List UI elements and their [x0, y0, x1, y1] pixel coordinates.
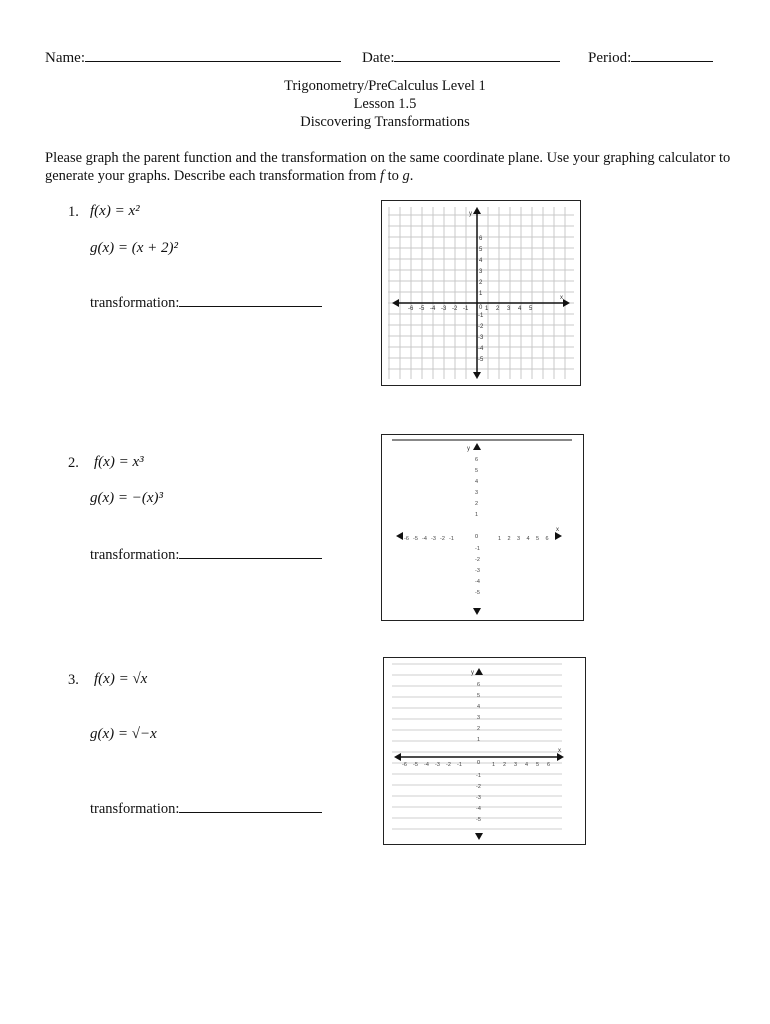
graph-1-frame [381, 200, 581, 386]
x-tick-label: -1 [449, 536, 454, 542]
y-tick-label: 1 [477, 737, 481, 743]
y-tick-label: 4 [477, 704, 481, 710]
x-tick-label: 4 [518, 306, 522, 312]
course-title: Trigonometry/PreCalculus Level 1 [284, 78, 486, 94]
y-axis-label: y [469, 211, 472, 217]
problem-1-answer-blank[interactable] [179, 292, 322, 307]
graph-1-coordinate-plane[interactable] [382, 201, 580, 385]
x-tick-label: 5 [529, 306, 533, 312]
problem-3-g: g(x) = √−x [90, 726, 157, 742]
x-tick-label: 3 [514, 762, 518, 768]
y-tick-label: 3 [475, 490, 479, 496]
x-tick-label: -6 [402, 762, 407, 768]
x-tick-label: 6 [545, 536, 549, 542]
y-tick-label: -4 [475, 579, 480, 585]
y-axis-top-arrow [473, 207, 481, 214]
y-tick-label: 6 [477, 682, 481, 688]
y-axis-bottom-arrow [473, 608, 481, 615]
y-tick-label: -1 [476, 773, 481, 779]
y-tick-label: 2 [477, 726, 481, 732]
y-tick-label: -2 [478, 324, 484, 330]
y-axis-bottom-arrow [473, 372, 481, 379]
x-tick-label: -4 [422, 536, 427, 542]
problem-3-transformation[interactable]: transformation: [90, 798, 322, 818]
x-tick-label: -5 [413, 762, 418, 768]
problem-2-transformation[interactable]: transformation: [90, 544, 322, 564]
date-field[interactable] [362, 47, 560, 67]
y-tick-label: -2 [476, 784, 481, 790]
period-blank[interactable] [631, 47, 713, 62]
x-axis-right-arrow [557, 753, 564, 761]
y-tick-label: -3 [475, 568, 480, 574]
graph-3-coordinate-plane[interactable] [384, 658, 585, 844]
x-tick-label: 2 [507, 536, 511, 542]
problem-1-g: g(x) = (x + 2)² [90, 240, 179, 256]
problem-3-f: f(x) = √x [94, 671, 148, 687]
problem-2-g: g(x) = −(x)³ [90, 490, 164, 506]
y-tick-label: 4 [479, 258, 483, 264]
y-tick-label: 6 [479, 236, 483, 242]
y-axis-label: y [467, 446, 470, 452]
y-tick-label: 4 [475, 479, 479, 485]
y-tick-label: 3 [479, 269, 483, 275]
x-tick-label: 5 [536, 762, 540, 768]
x-axis-right-arrow [563, 299, 570, 307]
x-tick-label: -1 [457, 762, 462, 768]
x-axis-right-arrow [555, 532, 562, 540]
origin-label: 0 [479, 305, 483, 311]
y-tick-label: 5 [475, 468, 479, 474]
y-tick-label: 2 [475, 501, 479, 507]
y-tick-label: -5 [478, 357, 484, 363]
y-axis-top-arrow [475, 668, 483, 675]
x-tick-label: -2 [440, 536, 445, 542]
x-tick-label: 2 [503, 762, 507, 768]
x-axis-label: x [556, 527, 559, 533]
name-label: Name: [45, 50, 85, 66]
graph-2-frame [381, 434, 584, 621]
problem-2-f: f(x) = x³ [94, 454, 144, 470]
x-tick-label: 2 [496, 306, 500, 312]
x-tick-label: 1 [492, 762, 496, 768]
name-field[interactable] [45, 47, 341, 67]
x-tick-label: 1 [498, 536, 502, 542]
date-label: Date: [362, 50, 395, 66]
x-tick-label: -1 [463, 306, 469, 312]
x-tick-label: -4 [424, 762, 429, 768]
y-tick-label: 1 [475, 512, 479, 518]
x-tick-label: 3 [507, 306, 511, 312]
y-axis-label: y [471, 670, 474, 676]
problem-3-answer-blank[interactable] [179, 798, 322, 813]
y-tick-label: 2 [479, 280, 483, 286]
y-tick-label: 5 [479, 247, 483, 253]
y-axis-bottom-arrow [475, 833, 483, 840]
y-tick-label: -4 [476, 806, 481, 812]
problem-2-answer-blank[interactable] [179, 544, 322, 559]
x-tick-label: -2 [446, 762, 451, 768]
graph-3-frame [383, 657, 586, 845]
y-tick-label: 1 [479, 291, 483, 297]
y-tick-label: -3 [476, 795, 481, 801]
x-tick-label: -3 [431, 536, 436, 542]
problem-3-number: 3. [68, 672, 79, 688]
y-tick-label: 6 [475, 457, 479, 463]
y-tick-label: -1 [475, 546, 480, 552]
date-blank[interactable] [394, 47, 560, 62]
x-tick-label: 3 [517, 536, 521, 542]
problem-2-number: 2. [68, 455, 79, 471]
period-label: Period: [588, 50, 632, 66]
y-tick-label: -2 [475, 557, 480, 563]
y-tick-label: 3 [477, 715, 481, 721]
x-axis-label: x [560, 295, 563, 301]
y-tick-label: 5 [477, 693, 481, 699]
x-tick-label: -3 [435, 762, 440, 768]
x-tick-label: 6 [547, 762, 551, 768]
period-field[interactable] [588, 47, 713, 67]
x-tick-label: 4 [525, 762, 529, 768]
origin-label: 0 [477, 760, 481, 766]
y-tick-label: -5 [475, 590, 480, 596]
origin-label: 0 [475, 534, 479, 540]
x-tick-label: 5 [536, 536, 540, 542]
instructions: Please graph the parent function and the transformation on the same coordinate plane. Use your graphing calculator to generate your graphs. Describe each transformation from f to g. [45, 150, 731, 184]
x-axis-label: x [558, 748, 561, 754]
problem-1-transformation[interactable]: transformation: [90, 292, 322, 312]
y-tick-label: -3 [478, 335, 484, 341]
x-tick-label: 1 [485, 306, 489, 312]
y-tick-label: -1 [478, 313, 484, 319]
y-tick-label: -4 [478, 346, 484, 352]
x-axis-left-arrow [394, 753, 401, 761]
x-tick-label: -3 [441, 306, 447, 312]
x-tick-label: -6 [404, 536, 409, 542]
x-axis-left-arrow [392, 299, 399, 307]
x-tick-label: -2 [452, 306, 458, 312]
x-tick-label: -5 [413, 536, 418, 542]
y-tick-label: -5 [476, 817, 481, 823]
x-tick-label: -4 [430, 306, 436, 312]
problem-1-f: f(x) = x² [90, 203, 140, 219]
y-axis-top-arrow [473, 443, 481, 450]
lesson-title: Discovering Transformations [300, 114, 470, 130]
problem-1-number: 1. [68, 204, 79, 220]
x-tick-label: 4 [526, 536, 530, 542]
x-tick-label: -5 [419, 306, 425, 312]
lesson-number: Lesson 1.5 [353, 96, 417, 112]
name-blank[interactable] [85, 47, 341, 62]
x-axis-left-arrow [396, 532, 403, 540]
graph-2-coordinate-plane[interactable] [382, 435, 583, 620]
x-tick-label: -6 [408, 306, 414, 312]
